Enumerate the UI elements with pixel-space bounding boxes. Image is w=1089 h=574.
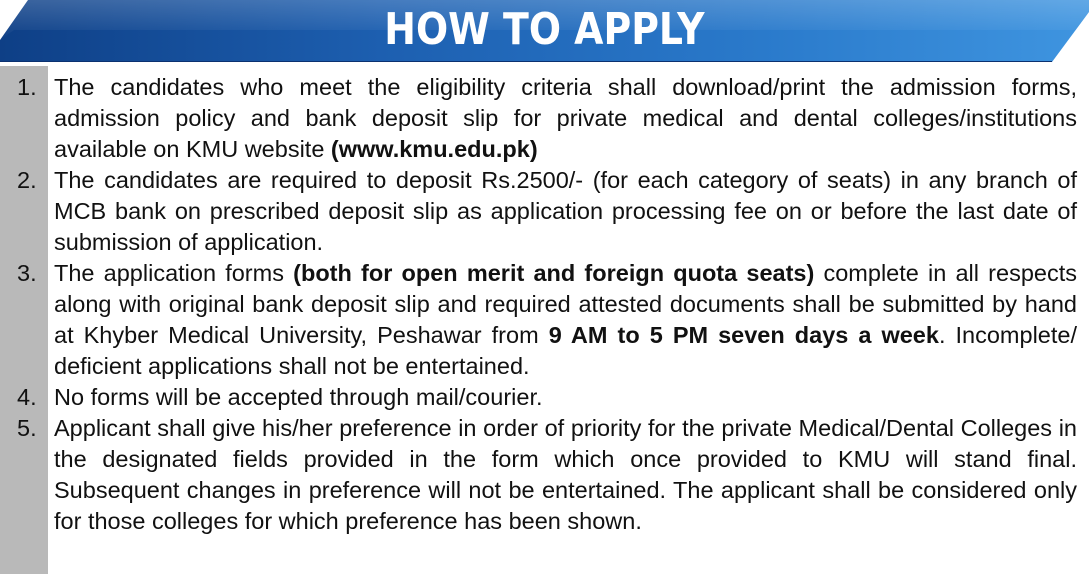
item-bold-text: 9 AM to 5 PM seven days a week: [548, 322, 939, 348]
list-item-2: [0, 165, 1089, 258]
list-item-5: [0, 413, 1089, 537]
item-text: complete in all respects along with original bank deposit slip and required attested documents shall be submitted by hand at Khyber Medical University, Peshawar from: [54, 260, 1077, 348]
item-number: 4.: [17, 384, 37, 410]
item-text: . Incomplete/ deficient applications shall not be entertained.: [54, 322, 1077, 379]
instructions-list: [0, 72, 1089, 537]
item-number: 5.: [17, 415, 37, 441]
item-bold-text: (both for open merit and foreign quota seats): [293, 260, 815, 286]
list-item-1: [0, 72, 1089, 165]
page-title: HOW TO APPLY: [384, 4, 705, 55]
item-text: The application forms: [54, 260, 294, 286]
list-item-3: [0, 258, 1089, 382]
header-banner: [0, 0, 1089, 62]
item-text: The candidates are required to deposit Rs.2500/- (for each category of seats) in any branch of MCB bank on prescribed deposit slip as application processing fee on or before the last date of submission of application.: [54, 167, 1077, 255]
item-text: The candidates who meet the eligibility criteria shall download/print the admission forms, admission policy and bank deposit slip for private medical and dental colleges/institutions available on KMU website: [54, 74, 1077, 162]
item-number: 3.: [17, 260, 37, 286]
item-text: Applicant shall give his/her preference in order of priority for the private Medical/Dental Colleges in the designated fields provided in the form which once provided to KMU will stand final. Subsequent changes in preference will not be entertained. The applicant shall be considered only for those colleges for which preference has been shown.: [54, 415, 1077, 534]
item-text: No forms will be accepted through mail/courier.: [54, 384, 543, 410]
item-bold-text: (www.kmu.edu.pk): [330, 136, 538, 162]
list-item-4: [0, 382, 1089, 413]
item-number: 1.: [17, 74, 37, 100]
item-number: 2.: [17, 167, 37, 193]
